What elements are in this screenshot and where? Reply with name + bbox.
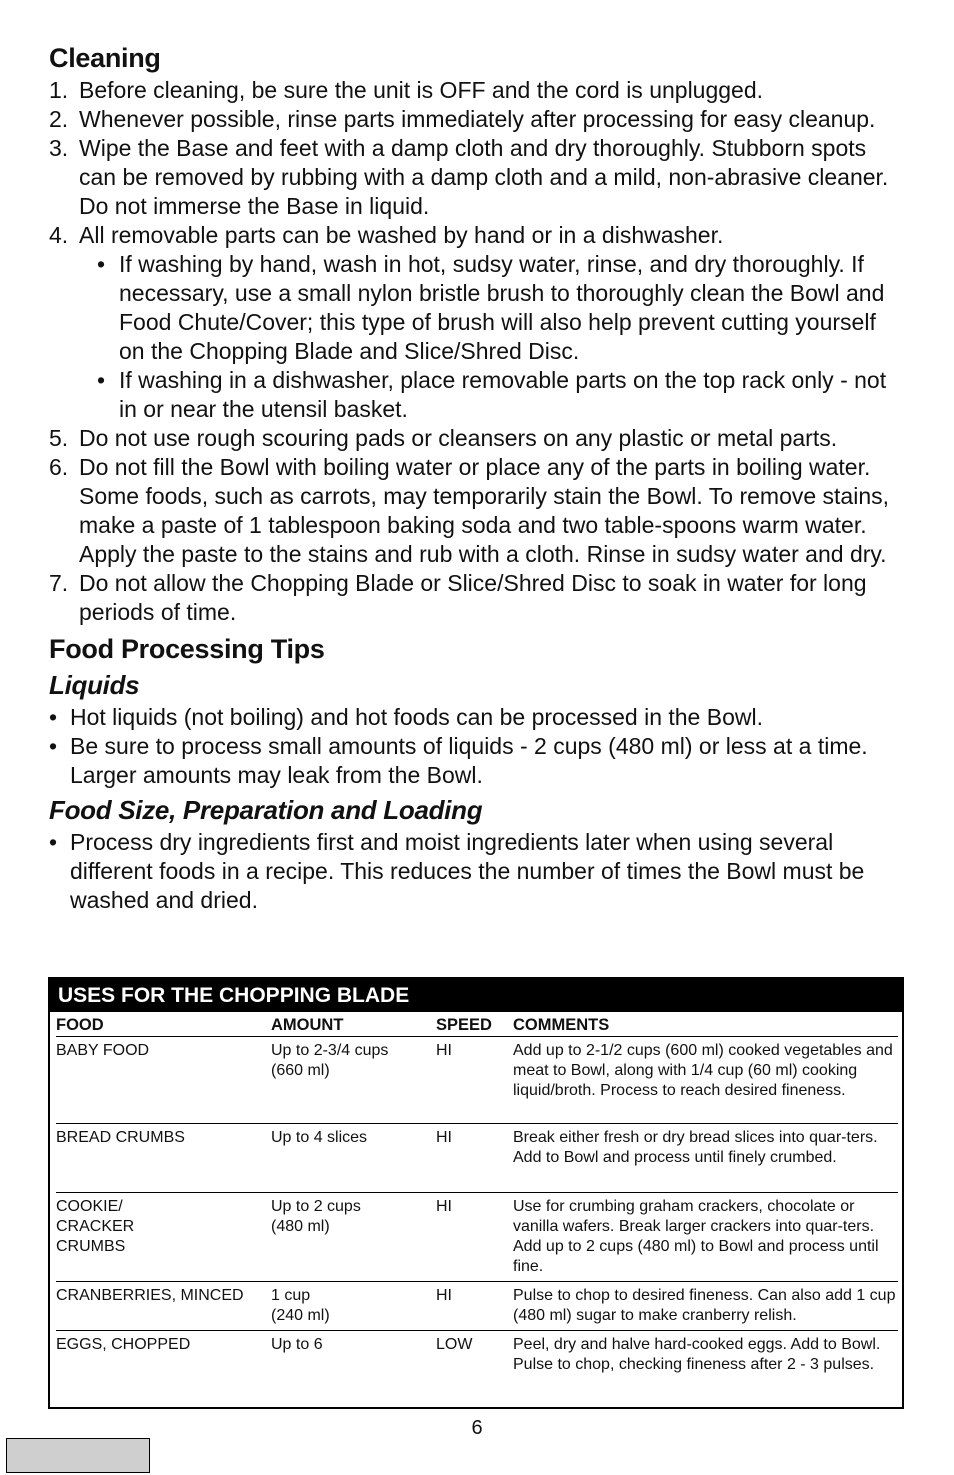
comments-cell: Pulse to chop to desired fineness. Can also add 1 cup (480 ml) sugar to make cranberry relish. — [513, 1287, 896, 1324]
step-number: 1. — [49, 77, 69, 103]
step-number: 3. — [49, 135, 69, 161]
bullet-icon: • — [97, 251, 106, 277]
amount-cell: Up to 6 — [271, 1336, 323, 1353]
food-cell: BREAD CRUMBS — [56, 1129, 185, 1146]
food-size-list — [49, 828, 907, 915]
amount-cell: 1 cup (240 ml) — [271, 1287, 330, 1324]
table-header-row — [56, 1012, 898, 1037]
bullet-item — [49, 828, 907, 915]
step-text: Do not fill the Bowl with boiling water or place any of the parts in boiling water. Some foods, such as carrots, may temporarily stain the Bowl. To remove stains, make a paste of 1 tablespoon baking soda and two table-spoons warm water. Apply the paste to the stains and rub with a cloth. Rinse in sudsy water and dry. — [79, 454, 890, 567]
food-cell: CRANBERRIES, MINCED — [56, 1287, 244, 1304]
chopping-blade-table — [48, 977, 904, 1409]
cleaning-step — [49, 424, 907, 453]
amount-cell: Up to 2-3/4 cups (660 ml) — [271, 1042, 389, 1079]
amount-cell: Up to 2 cups (480 ml) — [271, 1198, 361, 1235]
speed-cell: HI — [436, 1198, 452, 1215]
column-header-speed: SPEED — [436, 1016, 492, 1034]
step-text: Wipe the Base and feet with a damp cloth and dry thoroughly. Stubborn spots can be removed by rubbing with a damp cloth and a mild, non-abrasive cleaner. Do not immerse the Base in liquid. — [79, 135, 889, 219]
step-number: 6. — [49, 454, 69, 480]
cleaning-step — [49, 453, 907, 569]
gray-registration-box — [6, 1438, 150, 1473]
food-cell: COOKIE/ CRACKER CRUMBS — [56, 1198, 135, 1255]
cleaning-step — [49, 221, 907, 250]
bullet-text: Be sure to process small amounts of liquids - 2 cups (480 ml) or less at a time. Larger amounts may leak from the Bowl. — [70, 733, 868, 788]
food-cell: BABY FOOD — [56, 1042, 150, 1059]
food-cell: EGGS, CHOPPED — [56, 1336, 191, 1353]
step-number: 5. — [49, 425, 69, 451]
column-header-amount: AMOUNT — [271, 1016, 344, 1034]
bullet-text: If washing in a dishwasher, place removable parts on the top rack only - not in or near the utensil basket. — [119, 367, 887, 422]
bullet-text: If washing by hand, wash in hot, sudsy water, rinse, and dry thoroughly. If necessary, use a small nylon bristle brush to thoroughly clean the Bowl and Food Chute/Cover; this type of brush will also help prevent cutting yourself on the Chopping Blade and Slice/Shred Disc. — [119, 251, 885, 364]
food-size-heading: Food Size, Preparation and Loading — [49, 795, 483, 825]
cleaning-steps — [49, 76, 907, 250]
table-body — [50, 1012, 902, 1395]
table-row — [56, 1282, 898, 1331]
bullet-item — [97, 250, 907, 366]
step-text: Do not use rough scouring pads or cleansers on any plastic or metal parts. — [79, 425, 838, 451]
comments-cell: Break either fresh or dry bread slices into quar-ters. Add to Bowl and process until finely crumbed. — [513, 1129, 878, 1166]
step-number: 2. — [49, 106, 69, 132]
bullet-text: Hot liquids (not boiling) and hot foods can be processed in the Bowl. — [70, 704, 763, 730]
bullet-icon: • — [49, 704, 58, 730]
page-content — [49, 40, 907, 915]
speed-cell: HI — [436, 1287, 452, 1304]
step-number: 4. — [49, 222, 69, 248]
table-row — [56, 1193, 898, 1282]
speed-cell: HI — [436, 1129, 452, 1146]
bullet-icon: • — [49, 733, 58, 759]
step-text: Before cleaning, be sure the unit is OFF and the cord is unplugged. — [79, 77, 764, 103]
page-number: 6 — [471, 1417, 483, 1439]
washing-bullets — [49, 250, 907, 424]
bullet-item — [49, 703, 907, 732]
step-number: 7. — [49, 570, 69, 596]
liquids-list — [49, 703, 907, 790]
cleaning-step — [49, 105, 907, 134]
table-title: USES FOR THE CHOPPING BLADE — [50, 979, 902, 1012]
liquids-heading: Liquids — [49, 670, 140, 700]
bullet-item — [97, 366, 907, 424]
table-row — [56, 1331, 898, 1395]
step-text: All removable parts can be washed by hand or in a dishwasher. — [79, 222, 724, 248]
step-text: Whenever possible, rinse parts immediately after processing for easy cleanup. — [79, 106, 876, 132]
cleaning-heading: Cleaning — [49, 43, 161, 73]
amount-cell: Up to 4 slices — [271, 1129, 368, 1146]
bullet-icon: • — [49, 829, 58, 855]
comments-cell: Add up to 2-1/2 cups (600 ml) cooked vegetables and meat to Bowl, along with 1/4 cup (60 ml) cooking liquid/broth. Process to reach desired fineness. — [513, 1042, 893, 1099]
cleaning-steps-continued — [49, 424, 907, 627]
speed-cell: HI — [436, 1042, 452, 1059]
cleaning-step — [49, 134, 907, 221]
column-header-comments: COMMENTS — [513, 1016, 610, 1034]
bullet-item — [49, 732, 907, 790]
cleaning-step — [49, 569, 907, 627]
table-row — [56, 1037, 898, 1124]
column-header-food: FOOD — [56, 1016, 104, 1034]
speed-cell: LOW — [436, 1336, 473, 1353]
table-row — [56, 1124, 898, 1193]
comments-cell: Use for crumbing graham crackers, chocolate or vanilla wafers. Break larger crackers into quar-ters. Add up to 2 cups (480 ml) to Bowl and process until fine. — [513, 1198, 879, 1275]
comments-cell: Peel, dry and halve hard-cooked eggs. Add to Bowl. Pulse to chop, checking fineness after 2 - 3 pulses. — [513, 1336, 881, 1373]
cleaning-step — [49, 76, 907, 105]
bullet-text: Process dry ingredients first and moist ingredients later when using several different foods in a recipe. This reduces the number of times the Bowl must be washed and dried. — [70, 829, 865, 913]
bullet-icon: • — [97, 367, 106, 393]
step-text: Do not allow the Chopping Blade or Slice/Shred Disc to soak in water for long periods of time. — [79, 570, 867, 625]
tips-heading: Food Processing Tips — [49, 634, 325, 664]
